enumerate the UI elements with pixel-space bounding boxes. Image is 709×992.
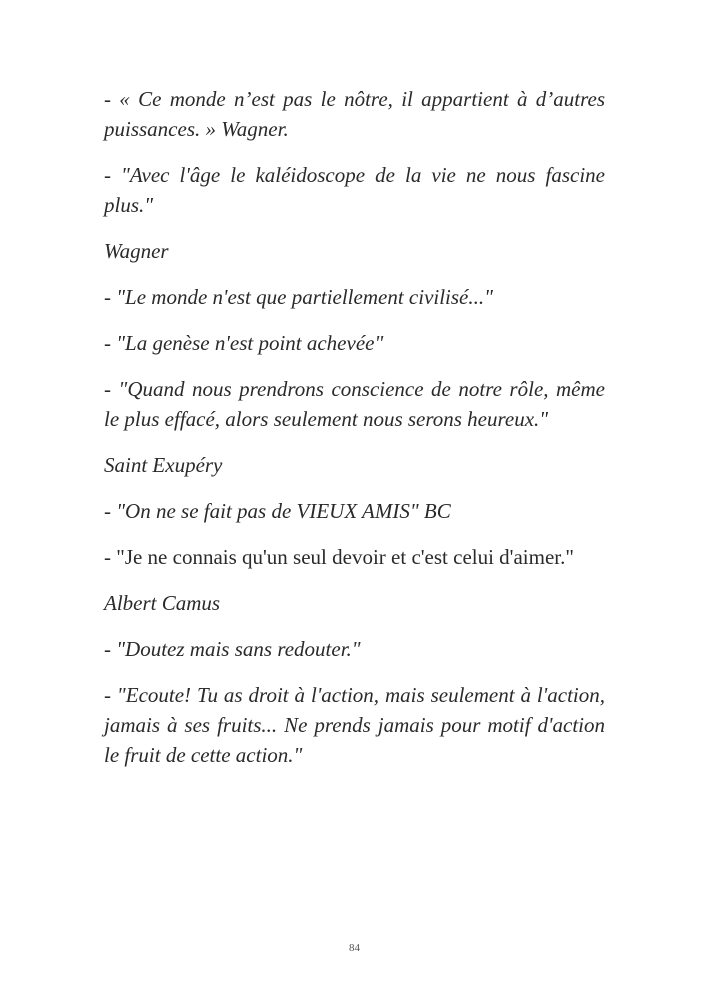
quote-kaleidoscope: - "Avec l'âge le kaléidoscope de la vie ne nous fascine plus." — [104, 163, 605, 217]
quote-vieux-amis: - "On ne se fait pas de VIEUX AMIS" BC — [104, 499, 451, 523]
quote-doutez: - "Doutez mais sans redouter." — [104, 637, 361, 661]
quote-devoir: - "Je ne connais qu'un seul devoir et c'est celui d'aimer." — [104, 545, 574, 569]
author-saint-exupery: Saint Exupéry — [104, 453, 223, 477]
author-wagner: Wagner — [104, 239, 169, 263]
quote-wagner-1: - « Ce monde n’est pas le nôtre, il appartient à d’autres puissances. » Wagner. — [104, 87, 605, 141]
author-albert-camus: Albert Camus — [104, 591, 221, 615]
quote-conscience: - "Quand nous prendrons conscience de notre rôle, même le plus effacé, alors seulement nous serons heureux." — [104, 377, 605, 431]
quote-civilise: - "Le monde n'est que partiellement civilisé..." — [104, 285, 493, 309]
page-body — [104, 84, 605, 786]
quote-ecoute: - "Ecoute! Tu as droit à l'action, mais seulement à l'action, jamais à ses fruits... Ne prends jamais pour motif d'action le fruit de cette action." — [104, 683, 605, 767]
quote-genese: - "La genèse n'est point achevée" — [104, 331, 384, 355]
page-number: 84 — [349, 942, 360, 954]
